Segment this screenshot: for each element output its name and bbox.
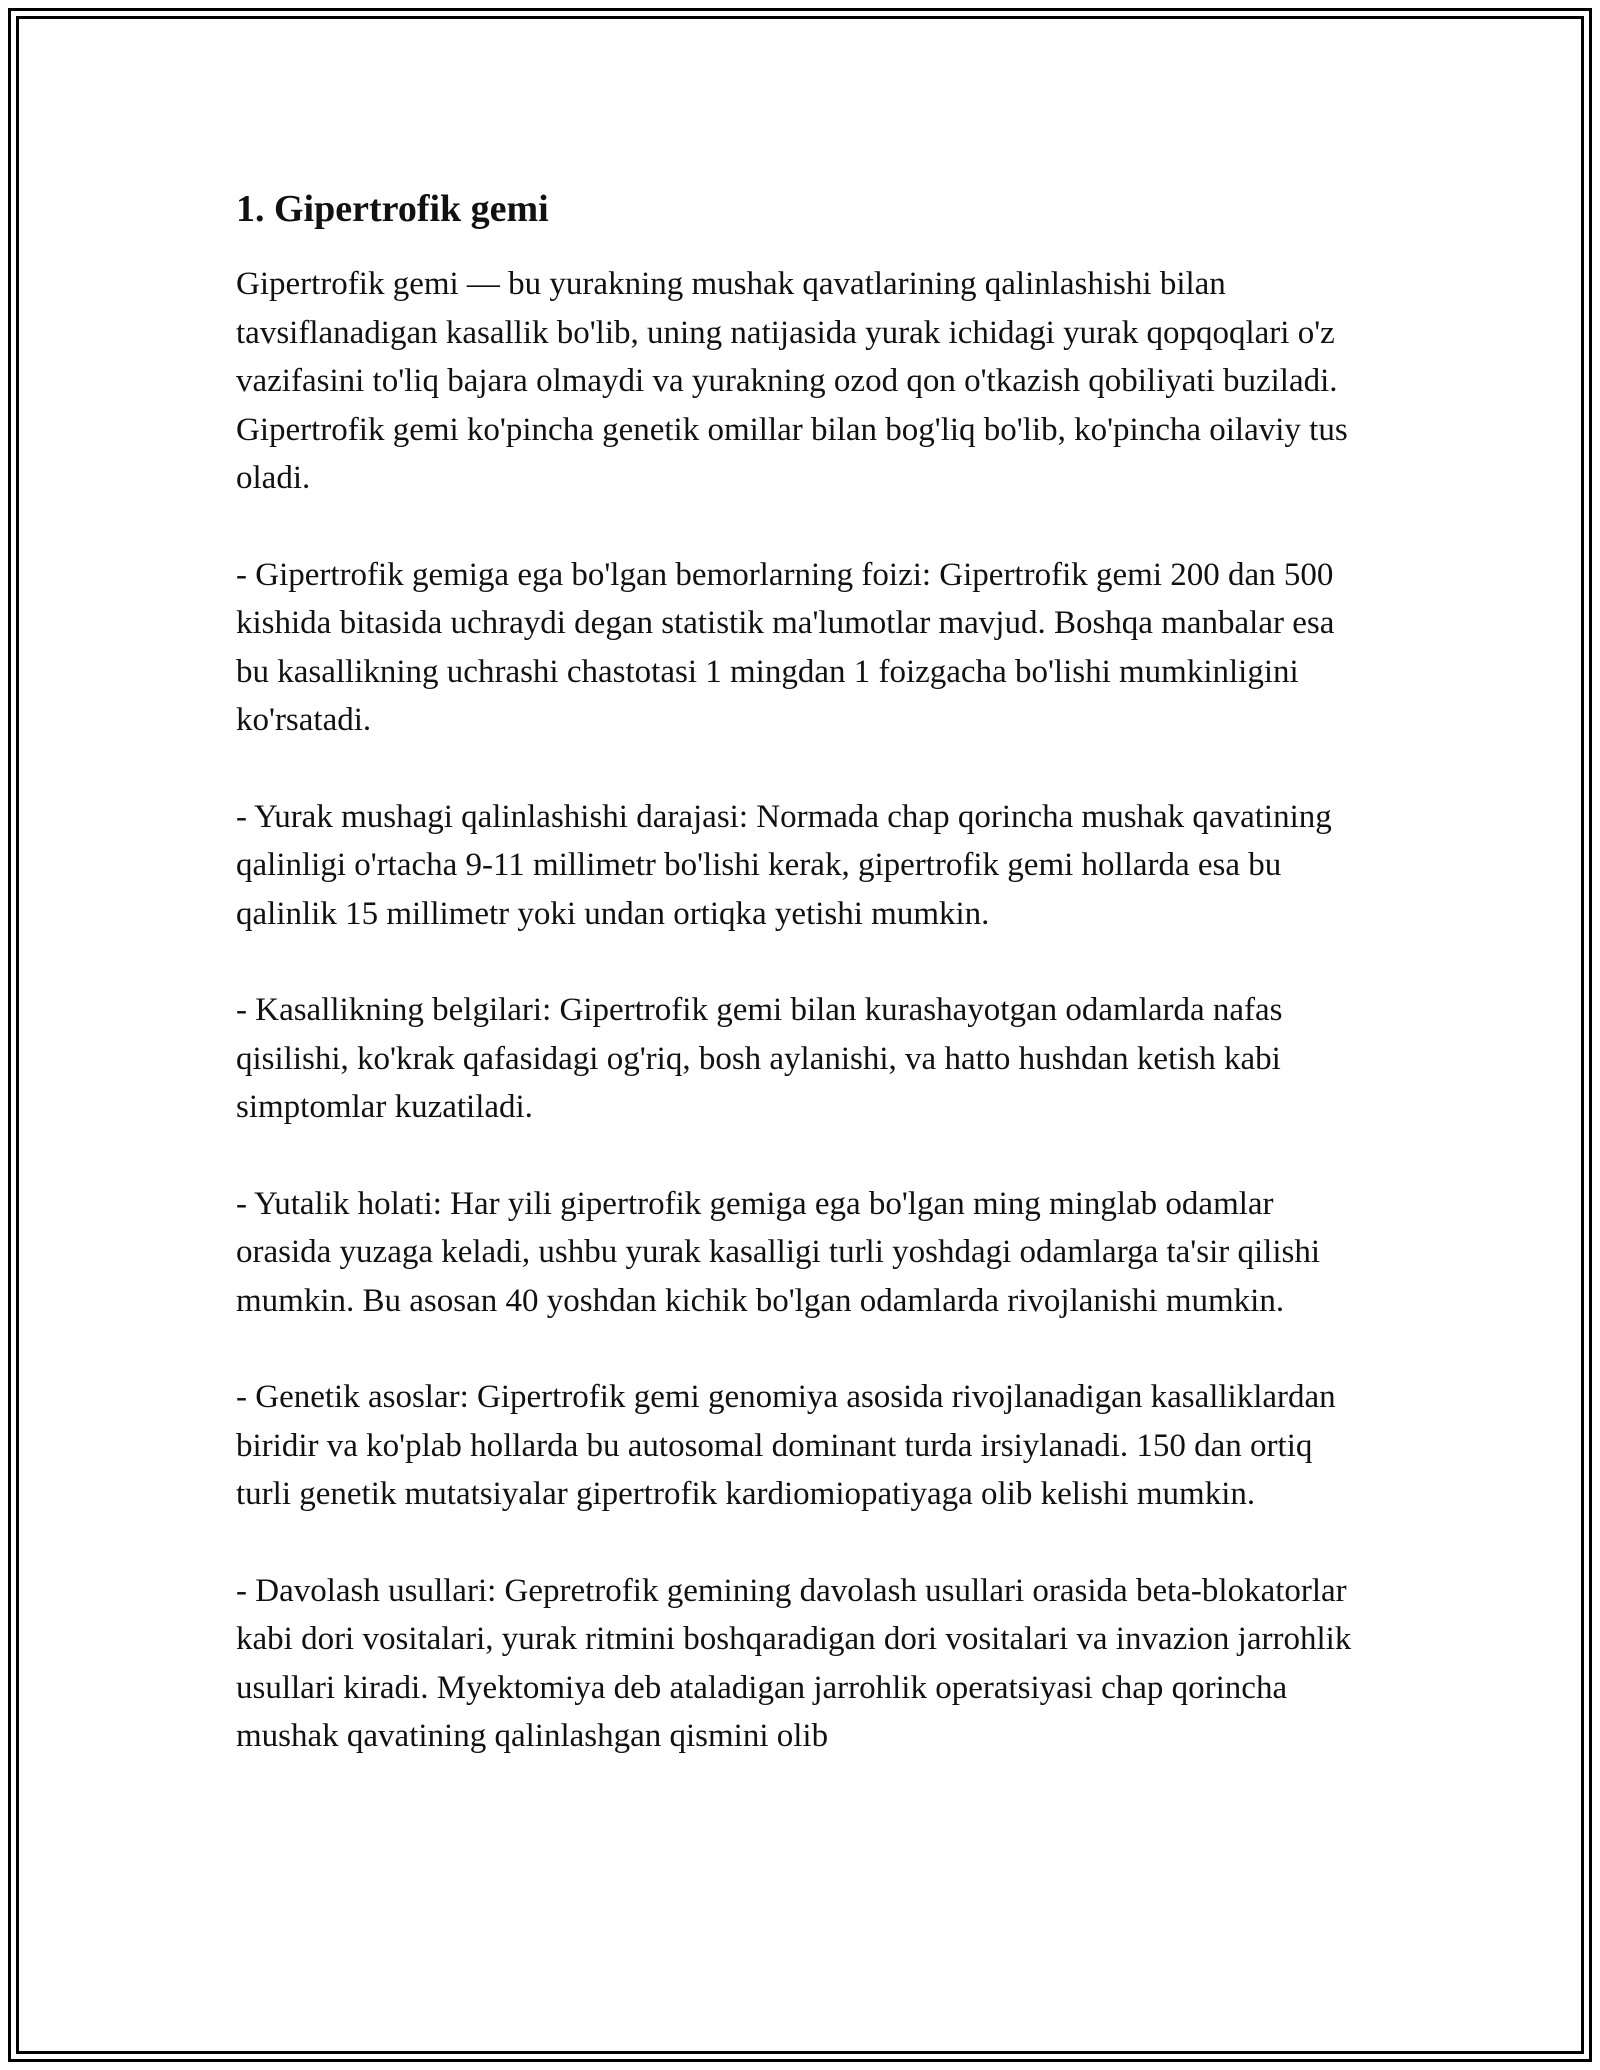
intro-paragraph: Gipertrofik gemi — bu yurakning mushak qavatlarining qalinlashishi bilan tavsiflanadigan kasallik bo'lib, uning natijasida yurak ichidagi yurak qopqoqlari o'z vazifasini to'liq bajara olmaydi va yurakning ozod qon o'tkazish qobiliyati buziladi. Gipertrofik gemi ko'pincha genetik omillar bilan bog'liq bo'lib, ko'pincha oilaviy tus oladi. <box>236 266 1348 496</box>
paragraph-genetics: - Genetik asoslar: Gipertrofik gemi genomiya asosida rivojlanadigan kasalliklardan biridir va ko'plab hollarda bu autosomal dominant turda irsiylanadi. 150 dan ortiq turli genetik mutatsiyalar gipertrofik kardiomiopatiyaga olib kelishi mumkin. <box>236 1379 1336 1512</box>
paragraph-treatment: - Davolash usullari: Gepretrofik gemining davolash usullari orasida beta-blokatorlar kabi dori vositalari, yurak ritmini boshqaradigan dori vositalari va invazion jarrohlik usullari kiradi. Myektomiya deb ataladigan jarrohlik operatsiyasi chap qorincha mushak qavatining qalinlashgan qismini olib <box>236 1572 1352 1754</box>
paragraph-symptoms: - Kasallikning belgilari: Gipertrofik gemi bilan kurashayotgan odamlarda nafas qisilishi, ko'krak qafasidagi og'riq, bosh aylanishi, va hatto hushdan ketish kabi simptomlar kuzatiladi. <box>236 992 1283 1125</box>
section-heading: 1. Gipertrofik gemi <box>236 188 549 230</box>
paragraph-incidence: - Yutalik holati: Har yili gipertrofik gemiga ega bo'lgan ming minglab odamlar orasida yuzaga keladi, ushbu yurak kasalligi turli yoshdagi odamlarga ta'sir qilishi mumkin. Bu asosan 40 yoshdan kichik bo'lgan odamlarda rivojlanishi mumkin. <box>236 1185 1321 1319</box>
paragraph-prevalence: - Gipertrofik gemiga ega bo'lgan bemorlarning foizi: Gipertrofik gemi 200 dan 500 kishida bitasida uchraydi degan statistik ma'lumotlar mavjud. Boshqa manbalar esa bu kasallikning uchrashi chastotasi 1 mingdan 1 foizgacha bo'lishi mumkinligini ko'rsatadi. <box>236 556 1335 738</box>
paragraph-wall-thickness: - Yurak mushagi qalinlashishi darajasi: Normada chap qorincha mushak qavatining qalinligi o'rtacha 9-11 millimetr bo'lishi kerak, gipertrofik gemi hollarda esa bu qalinlik 15 millimetr yoki undan ortiqka yetishi mumkin. <box>236 798 1332 932</box>
document-body <box>236 184 1366 1809</box>
